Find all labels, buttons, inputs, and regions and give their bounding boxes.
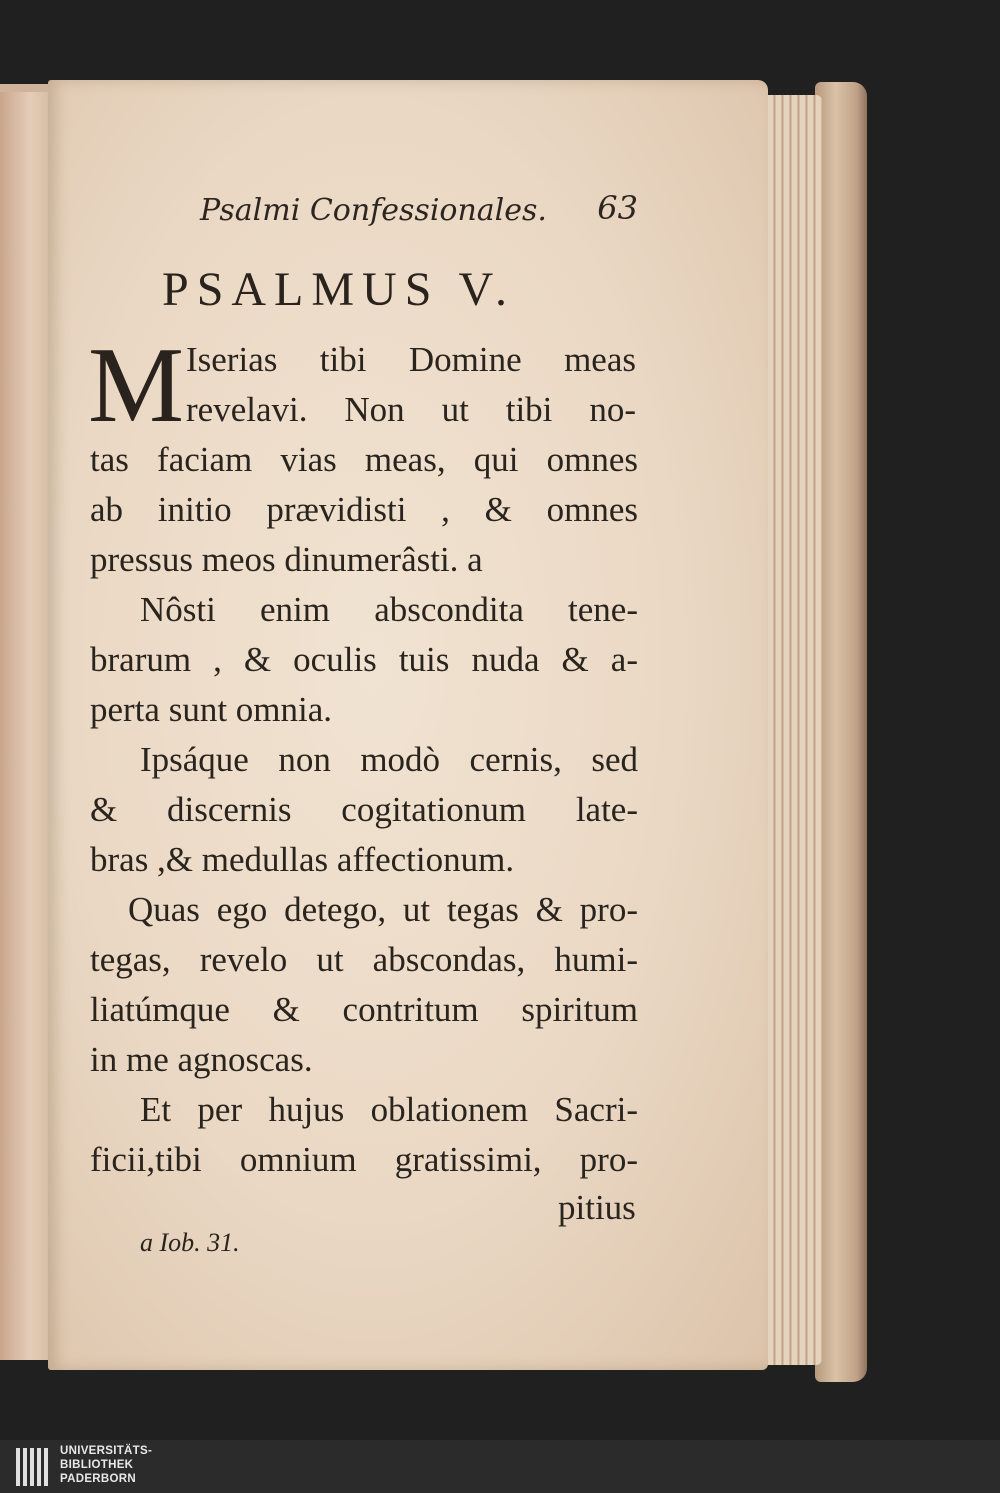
footnote: a Iob. 31. <box>140 1228 240 1257</box>
text-line: ab initio prævidisti , & omnes <box>90 490 638 529</box>
text-line: Et per hujus oblationem Sacri- <box>140 1090 638 1129</box>
text-line: ficii,tibi omnium gratissimi, pro- <box>90 1140 638 1179</box>
text-line: pressus meos dinumerâsti. a <box>90 540 483 579</box>
text-line: Ipsáque non modò cernis, sed <box>140 740 638 779</box>
library-name-line: BIBLIOTHEK <box>60 1459 134 1471</box>
text-line: revelavi. Non ut tibi no- <box>186 390 636 429</box>
running-head <box>200 189 650 233</box>
library-name-line: PADERBORN <box>60 1473 136 1485</box>
text-line: bras ,& medullas affectionum. <box>90 840 515 879</box>
page-number: 63 <box>597 189 638 227</box>
text-line: tas faciam vias meas, qui omnes <box>90 440 638 479</box>
text-line: liatúmque & contritum spiritum <box>90 990 638 1029</box>
text-line: in me agnoscas. <box>90 1040 313 1079</box>
running-head-title: Psalmi Confessionales. <box>200 193 547 228</box>
library-footer <box>0 1440 1000 1493</box>
text-line: Iserias tibi Domine meas <box>186 340 636 379</box>
drop-cap: M <box>88 326 185 445</box>
psalm-heading: PSALMUS V. <box>162 263 516 316</box>
book-spine <box>815 82 867 1382</box>
text-line: tegas, revelo ut abscondas, humi- <box>90 940 638 979</box>
library-name <box>60 1444 152 1486</box>
text-line: brarum , & oculis tuis nuda & a- <box>90 640 638 679</box>
text-line: Quas ego detego, ut tegas & pro- <box>128 890 638 929</box>
library-name-line: UNIVERSITÄTS- <box>60 1445 153 1457</box>
text-line: & discernis cogitationum late- <box>90 790 638 829</box>
catchword: pitius <box>558 1188 636 1227</box>
left-page-edge <box>0 92 52 1360</box>
text-line: perta sunt omnia. <box>90 690 333 729</box>
text-line: Nôsti enim abscondita tene- <box>140 590 638 629</box>
library-logo-icon <box>14 1446 54 1488</box>
